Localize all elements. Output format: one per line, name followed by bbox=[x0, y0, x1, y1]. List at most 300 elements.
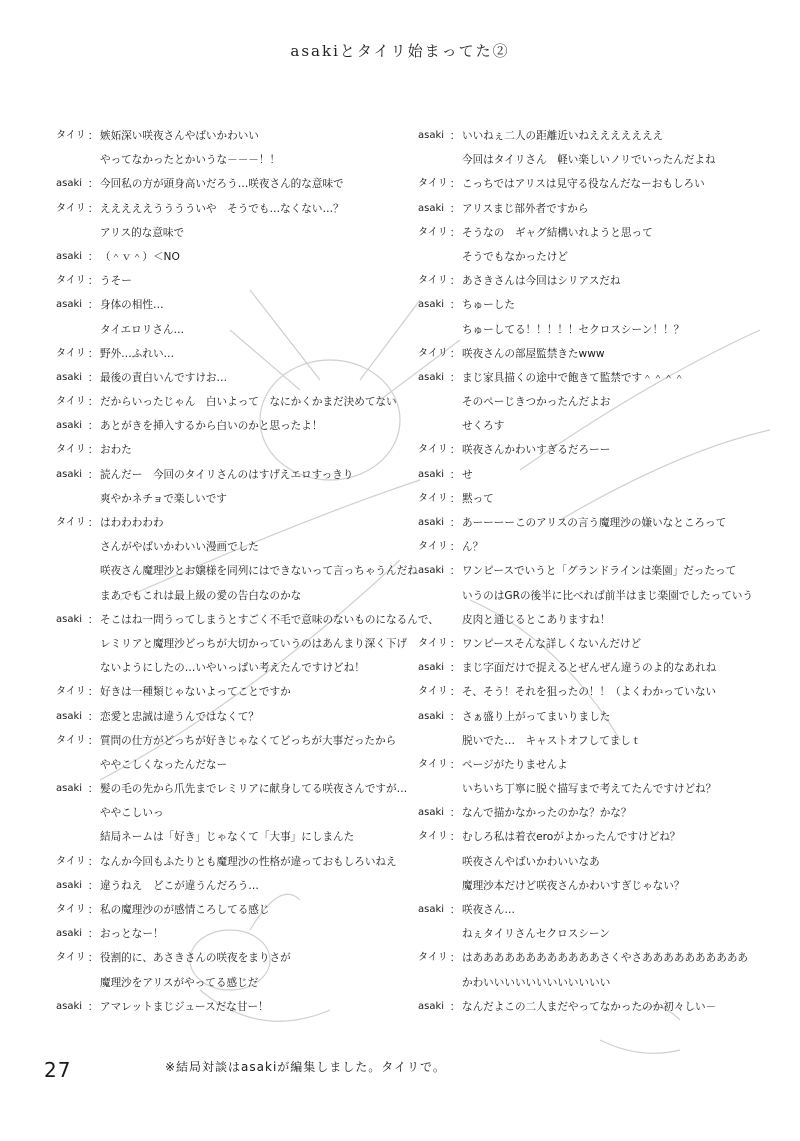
speaker-name bbox=[56, 559, 86, 583]
speaker-separator bbox=[448, 148, 462, 172]
dialogue-text: 野外…ふれい… bbox=[100, 347, 175, 360]
dialogue-line bbox=[418, 559, 763, 583]
dialogue-text: えええええうううういや そうでも…なくない…？ bbox=[100, 202, 344, 215]
dialogue-line bbox=[56, 825, 401, 849]
dialogue-text: 私の魔理沙のが感情ころしてる感じ bbox=[100, 904, 270, 916]
speaker-name: タイリ bbox=[56, 904, 86, 915]
speaker-name bbox=[56, 825, 86, 849]
dialogue-line bbox=[56, 946, 401, 970]
speaker-name: タイリ bbox=[56, 347, 86, 359]
speaker-separator: ： bbox=[87, 613, 99, 626]
speaker-name bbox=[418, 414, 448, 438]
dialogue-line bbox=[418, 801, 763, 825]
speaker-separator: ： bbox=[449, 952, 461, 965]
dialogue-line bbox=[418, 705, 763, 729]
speaker-separator bbox=[86, 535, 100, 559]
speaker-name: asaki bbox=[56, 1000, 83, 1012]
speaker-name bbox=[418, 971, 448, 995]
dialogue-text: せくろす bbox=[462, 420, 505, 433]
dialogue-text: 役割的に、あさきさんの咲夜をまりさが bbox=[100, 952, 291, 965]
speaker-name: タイリ bbox=[418, 275, 448, 287]
dialogue-text: 読んだー 今回のタイリさんのはすげえエロすっきり bbox=[100, 468, 354, 481]
speaker-separator: ： bbox=[449, 1000, 461, 1013]
dialogue-line bbox=[56, 753, 401, 777]
speaker-separator: ： bbox=[87, 855, 99, 868]
dialogue-line bbox=[56, 584, 401, 608]
dialogue-line bbox=[418, 608, 763, 632]
dialogue-line bbox=[56, 656, 401, 680]
speaker-name: タイリ bbox=[56, 444, 86, 456]
speaker-name bbox=[418, 922, 448, 946]
speaker-separator: ： bbox=[87, 686, 99, 699]
speaker-separator: ： bbox=[449, 541, 461, 554]
dialogue-line bbox=[56, 463, 401, 487]
speaker-separator: ： bbox=[87, 371, 99, 384]
dialogue-text: かわいいいいいいいいいいいい bbox=[462, 976, 611, 989]
dialogue-line bbox=[418, 680, 763, 704]
dialogue-line bbox=[56, 535, 401, 559]
dialogue-line bbox=[56, 801, 401, 825]
speaker-name: タイリ bbox=[418, 444, 448, 456]
speaker-name: asaki bbox=[56, 783, 83, 795]
speaker-separator: ： bbox=[87, 347, 99, 360]
dialogue-text: まじ家具描くの途中で飽きて監禁です＾＾＾＾ bbox=[462, 371, 685, 384]
speaker-name: asaki bbox=[56, 299, 83, 311]
dialogue-text: 今回私の方が頭身高いだろう…咲夜さん的な意味で bbox=[100, 178, 344, 191]
dialogue-text: こっちではアリスは見守る役なんだなーおもしろい bbox=[462, 178, 705, 191]
dialogue-text: 質問の仕方がどっちが好きじゃなくてどっちが大事だったから bbox=[100, 734, 397, 747]
speaker-name: タイリ bbox=[418, 492, 448, 504]
dialogue-text: 魔理沙をアリスがやってる感じだ bbox=[100, 976, 259, 989]
footnote: ※結局対談はasakiが編集しました。タイリで。 bbox=[165, 1060, 446, 1074]
dialogue-line bbox=[56, 197, 401, 221]
dialogue-line bbox=[56, 777, 408, 801]
dialogue-line bbox=[418, 729, 763, 753]
speaker-separator: ： bbox=[87, 517, 99, 529]
dialogue-line bbox=[418, 172, 763, 196]
speaker-name: asaki bbox=[418, 807, 445, 819]
dialogue-text: 咲夜さん魔理沙とお嬢様を同列にはできないって言っちゃうんだね bbox=[100, 565, 418, 578]
dialogue-line bbox=[418, 414, 763, 438]
speaker-separator: ： bbox=[87, 178, 99, 191]
dialogue-line bbox=[56, 269, 401, 293]
dialogue-text: ねぇタイリさんセクロスシーン bbox=[462, 928, 610, 941]
speaker-separator: ： bbox=[449, 831, 461, 844]
dialogue-text: ん？ bbox=[462, 541, 484, 554]
speaker-name: asaki bbox=[418, 517, 445, 528]
speaker-separator: ： bbox=[449, 904, 461, 916]
speaker-name: タイリ bbox=[56, 734, 86, 746]
speaker-name bbox=[418, 148, 448, 172]
speaker-name bbox=[418, 729, 448, 753]
speaker-separator: ： bbox=[87, 928, 99, 941]
page-number: 27 bbox=[44, 1058, 72, 1082]
speaker-separator bbox=[448, 414, 462, 438]
speaker-separator bbox=[448, 390, 462, 414]
page-title: asakiとタイリ始まってた② bbox=[290, 42, 510, 60]
dialogue-text: はわわわわわ bbox=[100, 517, 164, 529]
speaker-separator bbox=[448, 971, 462, 995]
dialogue-line bbox=[56, 124, 401, 148]
speaker-separator: ： bbox=[449, 226, 461, 239]
dialogue-text: いうのはGRの後半に比べれば前半はまじ楽園でしたっていう bbox=[462, 589, 754, 602]
dialogue-text: はああああああああああああさくやさああああああああああ bbox=[462, 952, 749, 965]
dialogue-text: むしろ私は着衣eroがよかったんですけどね？ bbox=[462, 831, 681, 844]
dialogue-text: さんがやばいかわいい漫画でした bbox=[100, 541, 259, 554]
speaker-name bbox=[418, 390, 448, 414]
speaker-name: タイリ bbox=[56, 275, 86, 287]
dialogue-text: 皮肉と通じるとこありますね！ bbox=[462, 613, 611, 626]
speaker-separator: ： bbox=[449, 710, 461, 723]
dialogue-text: うそー bbox=[100, 275, 132, 288]
dialogue-text: タイエロリさん… bbox=[100, 323, 185, 336]
speaker-separator bbox=[86, 318, 100, 342]
speaker-name bbox=[56, 221, 86, 245]
speaker-separator bbox=[86, 656, 100, 680]
speaker-name: asaki bbox=[418, 202, 445, 214]
dialogue-text: おっとなー！ bbox=[100, 928, 164, 941]
dialogue-text: レミリアと魔理沙どっちが大切かっていうのはあんまり深く下げ bbox=[100, 637, 408, 650]
speaker-name: タイリ bbox=[418, 758, 448, 770]
dialogue-line bbox=[56, 390, 401, 414]
speaker-separator bbox=[86, 487, 100, 511]
speaker-name bbox=[418, 245, 448, 269]
dialogue-line bbox=[56, 898, 401, 922]
speaker-name: タイリ bbox=[418, 831, 448, 843]
dialogue-text: なんだよこの二人まだやってなかったのか初々しい－ bbox=[462, 1000, 717, 1013]
speaker-name: asaki bbox=[418, 710, 445, 722]
dialogue-line bbox=[56, 293, 401, 317]
dialogue-text: おわた bbox=[100, 444, 132, 457]
speaker-separator: ： bbox=[449, 468, 461, 481]
dialogue-line bbox=[56, 342, 401, 366]
speaker-separator bbox=[448, 922, 462, 946]
speaker-separator bbox=[86, 584, 100, 608]
dialogue-text: 違うねえ どこが違うんだろう… bbox=[100, 879, 259, 892]
speaker-name: asaki bbox=[418, 904, 445, 915]
speaker-separator: ： bbox=[449, 637, 461, 650]
speaker-separator: ： bbox=[449, 178, 461, 191]
speaker-separator bbox=[86, 221, 100, 245]
dialogue-text: ややこしくなったんだなー bbox=[100, 758, 228, 771]
dialogue-line bbox=[418, 390, 763, 414]
speaker-name bbox=[56, 584, 86, 608]
dialogue-text: あさきさんは今回はシリアスだね bbox=[462, 275, 621, 288]
speaker-name: asaki bbox=[56, 710, 83, 722]
dialogue-line bbox=[56, 487, 401, 511]
dialogue-line bbox=[418, 656, 763, 680]
dialogue-text: 最後の責白いんですけお… bbox=[100, 371, 228, 384]
dialogue-line bbox=[56, 922, 401, 946]
speaker-name: asaki bbox=[56, 879, 83, 891]
dialogue-text: まじ字面だけで捉えるとぜんぜん違うのよ的なあれね bbox=[462, 662, 717, 675]
speaker-separator: ： bbox=[87, 1000, 99, 1013]
right-dialogue-column bbox=[418, 124, 763, 1019]
dialogue-text: 好きは一種類じゃないよってことですか bbox=[100, 686, 291, 699]
dialogue-text: （＾ｖ＾）＜NO bbox=[100, 250, 180, 263]
left-dialogue-column bbox=[56, 124, 439, 1019]
speaker-separator: ： bbox=[87, 879, 99, 892]
dialogue-line bbox=[56, 559, 418, 583]
speaker-name: asaki bbox=[56, 178, 83, 190]
dialogue-text: 髪の毛の先から爪先までレミリアに献身してる咲夜さんですが… bbox=[100, 783, 408, 796]
dialogue-text: 恋愛と忠誠は違うんではなくて？ bbox=[100, 710, 259, 723]
speaker-separator bbox=[86, 559, 100, 583]
speaker-name: asaki bbox=[418, 662, 445, 674]
dialogue-line bbox=[418, 269, 763, 293]
dialogue-line bbox=[56, 221, 401, 245]
speaker-name bbox=[56, 971, 86, 995]
dialogue-line bbox=[418, 777, 763, 801]
speaker-separator bbox=[448, 245, 462, 269]
dialogue-text: さぁ盛り上がってまいりました bbox=[462, 710, 611, 723]
dialogue-text: 嫉妬深い咲夜さんやばいかわいい bbox=[100, 130, 259, 142]
dialogue-text: そ、そう！それを狙ったの！！（よくわかっていない bbox=[462, 686, 717, 699]
dialogue-line bbox=[418, 197, 763, 221]
dialogue-line bbox=[418, 584, 763, 608]
dialogue-text: 身体の相性… bbox=[100, 299, 164, 312]
speaker-name: タイリ bbox=[418, 347, 448, 359]
dialogue-text: いちいち丁寧に脱ぐ描写まで考えてたんですけどね？ bbox=[462, 783, 717, 796]
dialogue-text: まあでもこれは最上級の愛の告白なのかな bbox=[100, 589, 302, 602]
speaker-separator: ： bbox=[449, 565, 461, 578]
speaker-name bbox=[56, 535, 86, 559]
speaker-name: asaki bbox=[418, 299, 445, 311]
speaker-separator: ： bbox=[449, 686, 461, 699]
dialogue-line bbox=[56, 318, 401, 342]
speaker-name: タイリ bbox=[418, 637, 448, 649]
speaker-separator: ： bbox=[87, 444, 99, 457]
dialogue-text: 魔理沙本だけど咲夜さんかわいすぎじゃない？ bbox=[462, 879, 685, 892]
dialogue-line bbox=[418, 148, 763, 172]
dialogue-text: 結局ネームは「好き」じゃなくて「大事」にしまんた bbox=[100, 831, 355, 844]
speaker-separator bbox=[448, 850, 462, 874]
speaker-name bbox=[418, 850, 448, 874]
speaker-name: タイリ bbox=[56, 202, 86, 214]
speaker-separator bbox=[448, 318, 462, 342]
dialogue-line bbox=[418, 438, 763, 462]
speaker-name bbox=[418, 584, 448, 608]
speaker-name: タイリ bbox=[56, 130, 86, 141]
speaker-name: asaki bbox=[56, 468, 83, 480]
dialogue-line bbox=[418, 971, 763, 995]
dialogue-line bbox=[418, 342, 763, 366]
speaker-name: asaki bbox=[418, 371, 445, 383]
dialogue-text: せ bbox=[462, 468, 473, 481]
speaker-separator: ： bbox=[449, 202, 461, 215]
speaker-name: タイリ bbox=[418, 178, 448, 190]
dialogue-line bbox=[418, 850, 763, 874]
speaker-separator: ： bbox=[87, 299, 99, 312]
speaker-name bbox=[56, 801, 86, 825]
dialogue-line bbox=[418, 463, 763, 487]
speaker-name: asaki bbox=[418, 130, 445, 141]
speaker-separator: ： bbox=[449, 807, 461, 820]
speaker-separator bbox=[448, 584, 462, 608]
dialogue-line bbox=[56, 680, 401, 704]
speaker-separator bbox=[86, 825, 100, 849]
dialogue-text: そのペーじきつかったんだよお bbox=[462, 396, 611, 409]
speaker-name: タイリ bbox=[418, 686, 448, 698]
speaker-separator: ： bbox=[87, 710, 99, 723]
speaker-separator: ： bbox=[87, 734, 99, 747]
dialogue-text: アリスまじ部外者ですから bbox=[462, 202, 589, 215]
speaker-separator: ： bbox=[87, 130, 99, 142]
speaker-separator bbox=[86, 971, 100, 995]
speaker-separator bbox=[86, 801, 100, 825]
dialogue-line bbox=[418, 366, 763, 390]
speaker-separator bbox=[448, 729, 462, 753]
speaker-separator: ： bbox=[449, 371, 461, 384]
speaker-name bbox=[418, 777, 448, 801]
dialogue-line bbox=[56, 148, 401, 172]
dialogue-line bbox=[56, 632, 408, 656]
speaker-name: asaki bbox=[418, 1000, 445, 1012]
speaker-separator: ： bbox=[87, 202, 99, 215]
speaker-separator bbox=[86, 632, 100, 656]
speaker-separator: ： bbox=[449, 130, 461, 142]
speaker-name: タイリ bbox=[56, 952, 86, 964]
dialogue-text: ないようにしたの…いやいっぱい考えたんですけどね！ bbox=[100, 662, 365, 675]
dialogue-line bbox=[56, 971, 401, 995]
speaker-separator: ： bbox=[449, 347, 461, 360]
dialogue-text: 咲夜さんの部屋監禁きたwww bbox=[462, 347, 605, 360]
dialogue-text: やってなかったとかいうな－－－！！ bbox=[100, 154, 281, 167]
speaker-separator: ： bbox=[449, 662, 461, 675]
speaker-name bbox=[56, 148, 86, 172]
speaker-name: asaki bbox=[418, 468, 445, 480]
dialogue-text: そこはね一問うってしまうとすごく不毛で意味のないものになるんで、 bbox=[100, 613, 439, 626]
speaker-name bbox=[56, 318, 86, 342]
speaker-separator: ： bbox=[449, 758, 461, 771]
speaker-separator: ： bbox=[87, 420, 99, 433]
dialogue-text: アリス的な意味で bbox=[100, 226, 185, 239]
dialogue-text: ワンピースでいうと「グランドラインは楽園」だったって bbox=[462, 565, 737, 578]
dialogue-text: ワンピースそんな詳しくないんだけど bbox=[462, 637, 642, 650]
speaker-name: asaki bbox=[56, 420, 83, 432]
dialogue-line bbox=[56, 705, 401, 729]
dialogue-line bbox=[56, 245, 401, 269]
speaker-name: タイリ bbox=[56, 855, 86, 867]
dialogue-line bbox=[56, 414, 401, 438]
speaker-name bbox=[418, 318, 448, 342]
speaker-separator: ： bbox=[87, 396, 99, 409]
speaker-name: タイリ bbox=[56, 517, 86, 528]
dialogue-line bbox=[56, 172, 401, 196]
dialogue-line bbox=[56, 995, 401, 1019]
speaker-separator: ： bbox=[87, 275, 99, 288]
dialogue-text: アマレットまじジュースだな甘ー！ bbox=[100, 1000, 269, 1013]
dialogue-line bbox=[56, 366, 401, 390]
speaker-name: asaki bbox=[56, 928, 83, 940]
speaker-name bbox=[418, 608, 448, 632]
dialogue-text: 咲夜さんかわいすぎるだろーー bbox=[462, 444, 611, 457]
dialogue-line bbox=[418, 825, 763, 849]
dialogue-text: 爽やかネチョで楽しいです bbox=[100, 492, 227, 505]
dialogue-text: ちゅーしてる！！！！！セクロスシーン！！？ bbox=[462, 323, 685, 336]
dialogue-line bbox=[418, 632, 763, 656]
speaker-name: タイリ bbox=[56, 396, 86, 408]
dialogue-line bbox=[418, 124, 763, 148]
dialogue-text: ちゅーした bbox=[462, 299, 515, 312]
dialogue-line bbox=[56, 608, 439, 632]
speaker-separator bbox=[448, 608, 462, 632]
speaker-name: asaki bbox=[56, 250, 83, 262]
dialogue-text: そうでもなかったけど bbox=[462, 250, 568, 263]
speaker-separator: ： bbox=[87, 250, 99, 263]
speaker-name: タイリ bbox=[418, 541, 448, 553]
speaker-name bbox=[56, 632, 86, 656]
dialogue-text: あとがきを挿入するから白いのかと思ったよ！ bbox=[100, 420, 323, 433]
speaker-separator: ： bbox=[449, 275, 461, 288]
speaker-separator: ： bbox=[87, 783, 99, 796]
speaker-separator bbox=[86, 753, 100, 777]
dialogue-line bbox=[418, 487, 763, 511]
dialogue-text: なんか今回もふたりとも魔理沙の性格が違っておもしろいねえ bbox=[100, 855, 397, 868]
dialogue-text: あーーーーこのアリスの言う魔理沙の嫌いなところって bbox=[462, 517, 727, 529]
dialogue-text: 咲夜さんやばいかわいいなあ bbox=[462, 855, 600, 868]
dialogue-text: いいねぇ二人の距離近いねえええええええ bbox=[462, 130, 664, 142]
dialogue-line bbox=[418, 995, 763, 1019]
dialogue-text: 咲夜さん… bbox=[462, 904, 515, 916]
speaker-name: asaki bbox=[56, 613, 83, 625]
dialogue-line bbox=[418, 318, 763, 342]
speaker-name: タイリ bbox=[418, 952, 448, 964]
speaker-name: タイリ bbox=[56, 686, 86, 698]
dialogue-text: 黙って bbox=[462, 492, 494, 505]
dialogue-line bbox=[56, 874, 401, 898]
dialogue-line bbox=[418, 535, 763, 559]
speaker-separator: ： bbox=[87, 952, 99, 965]
dialogue-line bbox=[56, 438, 401, 462]
speaker-separator: ： bbox=[449, 492, 461, 505]
speaker-separator: ： bbox=[87, 468, 99, 481]
speaker-name: asaki bbox=[418, 565, 445, 577]
dialogue-line bbox=[418, 511, 763, 535]
speaker-separator: ： bbox=[449, 299, 461, 312]
speaker-name bbox=[418, 874, 448, 898]
speaker-name bbox=[56, 487, 86, 511]
dialogue-line bbox=[418, 946, 763, 970]
speaker-separator bbox=[448, 874, 462, 898]
dialogue-line bbox=[56, 511, 401, 535]
dialogue-line bbox=[418, 221, 763, 245]
speaker-separator bbox=[86, 148, 100, 172]
speaker-name: asaki bbox=[56, 371, 83, 383]
speaker-separator bbox=[448, 777, 462, 801]
dialogue-text: ややこしいっ bbox=[100, 807, 164, 820]
dialogue-line bbox=[418, 293, 763, 317]
dialogue-text: だからいったじゃん 白いよって なにかくかまだ決めてない bbox=[100, 396, 397, 409]
dialogue-text: そうなの ギャグ結構いれようと思って bbox=[462, 226, 653, 239]
dialogue-line bbox=[418, 753, 763, 777]
dialogue-text: ページがたりませんよ bbox=[462, 758, 568, 771]
dialogue-line bbox=[418, 898, 763, 922]
dialogue-line bbox=[56, 850, 401, 874]
dialogue-text: なんで描かなかったのかな？かな？ bbox=[462, 807, 632, 820]
speaker-separator: ： bbox=[87, 904, 99, 916]
dialogue-line bbox=[418, 245, 763, 269]
dialogue-line bbox=[56, 729, 401, 753]
speaker-name bbox=[56, 753, 86, 777]
speaker-name: タイリ bbox=[418, 226, 448, 238]
speaker-name bbox=[56, 656, 86, 680]
dialogue-text: 今回はタイリさん 軽い楽しいノリでいったんだよね bbox=[462, 154, 716, 167]
dialogue-line bbox=[418, 922, 763, 946]
dialogue-line bbox=[418, 874, 763, 898]
dialogue-text: 脱いでた… キャストオフしてましｔ bbox=[462, 734, 642, 747]
speaker-separator: ： bbox=[449, 444, 461, 457]
